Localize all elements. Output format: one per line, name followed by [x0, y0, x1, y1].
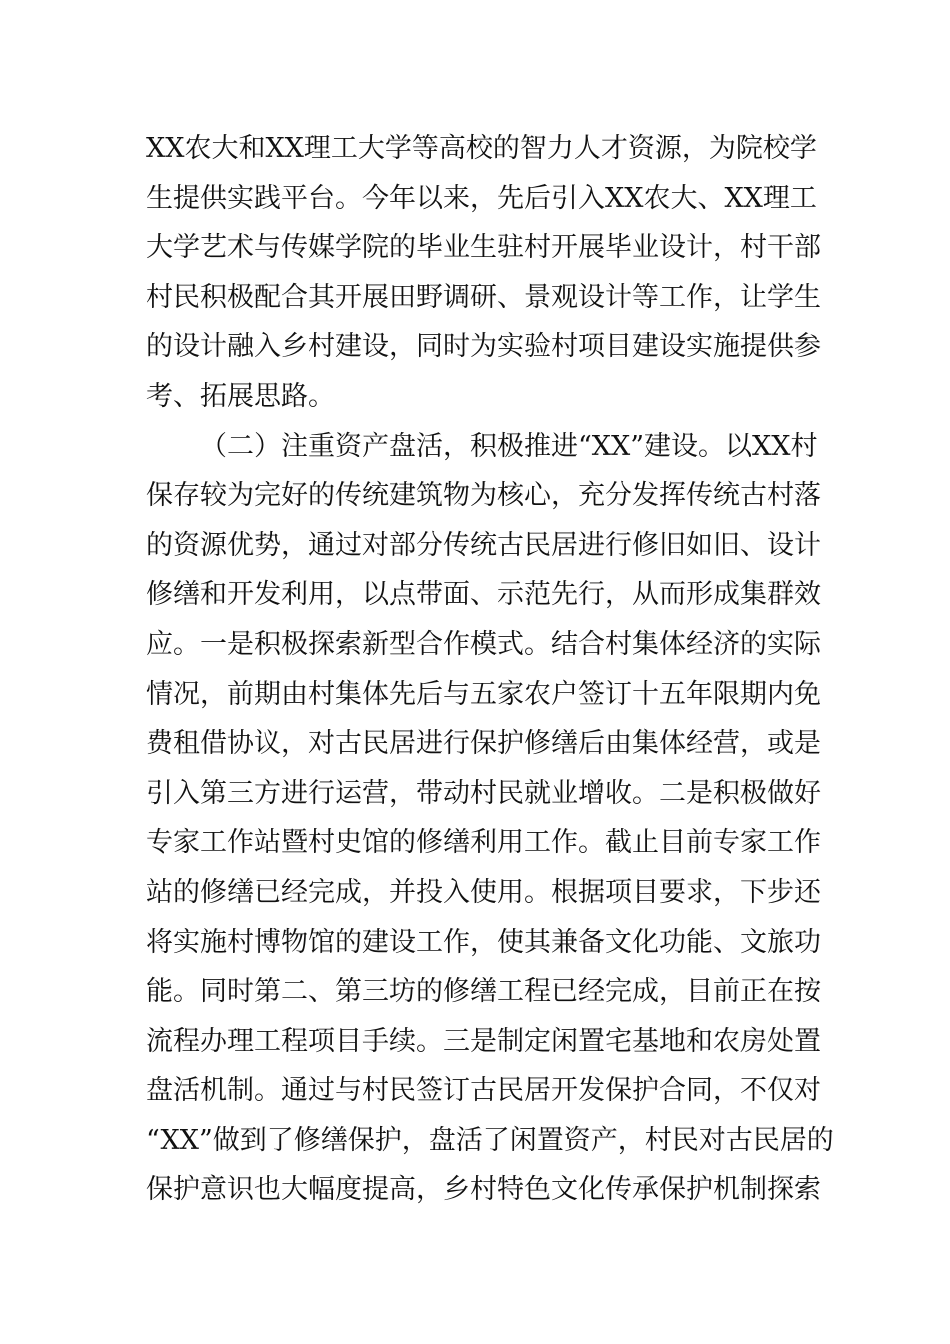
text-line: 保存较为完好的传统建筑物为核心，充分发挥传统古村落 [146, 480, 821, 512]
section-heading-line: （二）注重资产盘活，积极推进“XX”建设。以XX村 [200, 430, 818, 462]
text-line: 考、拓展思路。 [146, 380, 335, 412]
text-line: 的资源优势，通过对部分传统古民居进行修旧如旧、设计 [146, 529, 821, 561]
text-line: 情况，前期由村集体先后与五家农户签订十五年限期内免 [146, 678, 821, 710]
text-line: 应。一是积极探索新型合作模式。结合村集体经济的实际 [146, 628, 821, 660]
text-line: 专家工作站暨村史馆的修缮利用工作。截止目前专家工作 [146, 827, 821, 859]
text-line: 将实施村博物馆的建设工作，使其兼备文化功能、文旅功 [146, 926, 821, 958]
document-body-text [146, 124, 834, 1215]
text-line: XX农大和XX理工大学等高校的智力人才资源，为院校学 [146, 133, 817, 164]
text-line: 费租借协议，对古民居进行保护修缮后由集体经营，或是 [146, 728, 821, 760]
text-line: 流程办理工程项目手续。三是制定闲置宅基地和农房处置 [146, 1025, 821, 1057]
text-line: “XX”做到了修缮保护，盘活了闲置资产，村民对古民居的 [146, 1124, 834, 1156]
text-line: 站的修缮已经完成，并投入使用。根据项目要求，下步还 [146, 876, 821, 908]
text-line: 保护意识也大幅度提高，乡村特色文化传承保护机制探索 [146, 1174, 821, 1206]
text-line: 盘活机制。通过与村民签订古民居开发保护合同，不仅对 [146, 1075, 821, 1107]
text-line: 大学艺术与传媒学院的毕业生驻村开展毕业设计，村干部 [146, 232, 821, 264]
text-line: 生提供实践平台。今年以来，先后引入XX农大、XX理工 [146, 182, 817, 214]
text-line: 村民积极配合其开展田野调研、景观设计等工作，让学生 [146, 281, 821, 313]
text-line: 修缮和开发利用，以点带面、示范先行，从而形成集群效 [146, 579, 821, 611]
text-line: 的设计融入乡村建设，同时为实验村项目建设实施提供参 [146, 331, 821, 363]
text-line: 能。同时第二、第三坊的修缮工程已经完成，目前正在按 [146, 976, 821, 1008]
text-line: 引入第三方进行运营，带动村民就业增收。二是积极做好 [146, 777, 821, 809]
